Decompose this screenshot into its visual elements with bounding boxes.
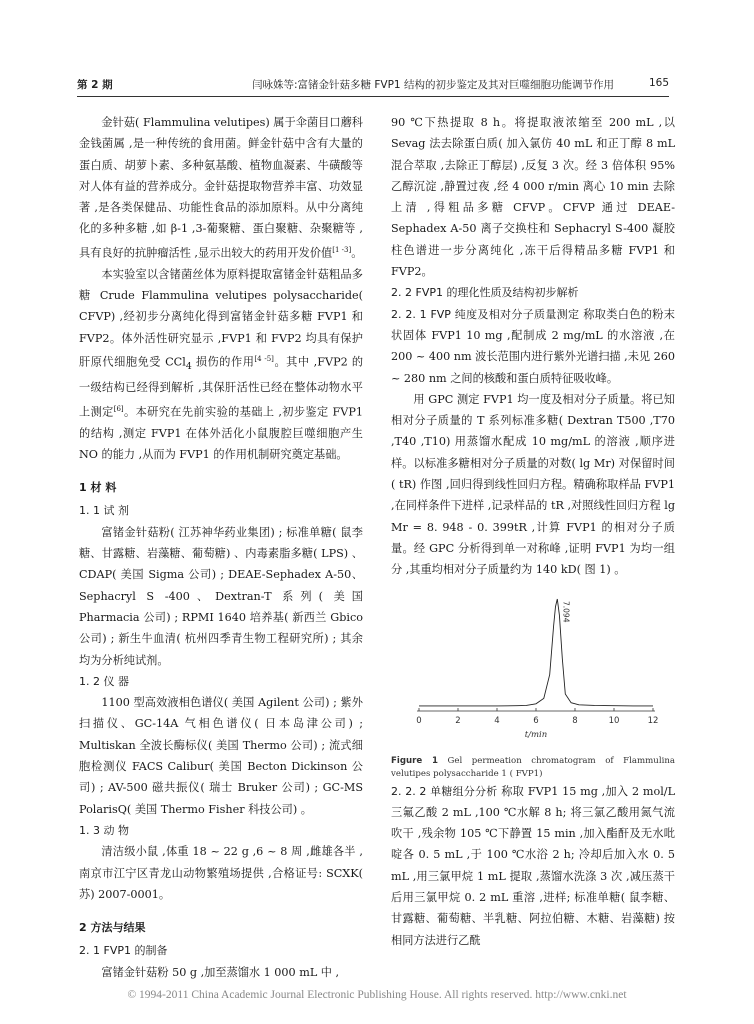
right-column <box>391 112 675 951</box>
x-tick-label-4: 4 <box>494 715 500 726</box>
gpc-chromatogram-chart <box>391 587 675 755</box>
gpc-paragraph: 用 GPC 测定 FVP1 均一度及相对分子质量。将已知相对分子质量的 T 系列标准多糖( Dextran T500 ,T70 ,T40 ,T10) 用蒸馏水配成 10 mg/mL 的溶液 ,顺序进样。以标准多糖相对分子质量的对数( lg Mr) 对保留时间( tR) 作图 ,回归得到线性回归方程。精确称取样品 FVP1 ,在同样条件下进样 ,记录样品的 tR ,对照线性回归方程 lg Mr = 8. 948 - 0. 399tR ,计算 FVP1 的相对分子质量。经 GPC 分析得到单一对称峰 ,证明 FVP1 为均一组分 ,其重均相对分子质量约为 140 kD( 图 1) 。 <box>391 392 675 577</box>
intro-paragraph: 金针菇( Flammulina velutipes) 属于伞菌目口蘑科金钱菌属 ,是一种传统的食用菌。鲜金针菇中含有大量的蛋白质、胡萝卜素、多种氨基酸、植物血凝素、牛磺酸等对人体有益的营养成分。金针菇提取物营养丰富、功效显著 ,是各类保健品、功能性食品的添加原料。从中分离纯化的多种多糖 ,如 β-1 ,3-葡聚糖、蛋白聚糖、杂聚糖等 ,具有良好的抗肿瘤活性 ,显示出较大的药用开发价值[1 -3]。 <box>79 116 363 260</box>
x-tick-label-2: 2 <box>455 715 461 726</box>
page-number: 165 <box>648 77 669 89</box>
x-tick-label-6: 6 <box>533 715 539 726</box>
ref-6: [6] <box>113 404 124 413</box>
figure-caption: Figure 1 Gel permeation chromatogram of Flammulina velutipes polysaccharide 1 ( FVP1) <box>391 755 675 779</box>
ref-4-5: [4 -5] <box>254 355 274 363</box>
running-header <box>77 77 669 95</box>
peak-label: 7.094 <box>561 600 571 623</box>
monosaccharide-heading: 2. 2. 2 单糖组分分析 <box>391 784 498 798</box>
header-rule <box>77 96 669 97</box>
series-line-fvp1 <box>419 599 653 706</box>
section-reagents-heading: 1. 1 试 剂 <box>79 504 129 518</box>
running-title: 闫咏姝等:富锗金针菇多糖 FVP1 结构的初步鉴定及其对巨噬细胞功能调节作用 <box>252 79 614 91</box>
aim-paragraph: 本实验室以含锗菌丝体为原料提取富锗金针菇粗品多糖 Crude Flammulina velutipes polysaccharide( CFVP) ,经初步分离纯化得到富锗金针菇多糖 FVP1 和 FVP2。体外活性研究显示 ,FVP1 和 FVP2 均具有保护肝原代细胞免受 CCl$_4$ 损伤的作用[4 -5]。其中 ,FVP2 的一级结构已经得到解析 ,其保肝活性已经在整体动物水平上测定[6]。本研究在先前实验的基础上 ,初步鉴定 FVP1 的结构 ,测定 FVP1 在体外活化小鼠腹腔巨噬细胞产生 NO 的能力 ,从而为 FVP1 的作用机制研究奠定基础。 <box>79 267 364 461</box>
x-tick-label-8: 8 <box>572 715 578 726</box>
section-properties-heading: 2. 2 FVP1 的理化性质及结构初步解析 <box>391 286 579 300</box>
purity-paragraph: 2. 2. 1 FVP 纯度及相对分子质量测定 称取类白色的粉末状固体 FVP1 10 mg ,配制成 2 mg/mL 的水溶液 ,在 200 ~ 400 nm 波长范围内进行紫外光谱扫描 ,未见 260 ~ 280 nm 之间的核酸和蛋白质特征吸收峰。 <box>391 307 675 385</box>
copyright-footer: © 1994-2011 China Academic Journal Electronic Publishing House. All rights reserved. http://www.cnki.net <box>127 989 627 1001</box>
section-animals-heading: 1. 3 动 物 <box>79 823 129 837</box>
prep-paragraph-continued: 90 ℃下热提取 8 h。将提取液浓缩至 200 mL ,以 Sevag 法去除蛋白质( 加入氯仿 40 mL 和正丁醇 8 mL 混合萃取 ,去除正丁醇层) ,反复 3 次。经 3 倍体积 95% 乙醇沉淀 ,静置过夜 ,经 4 000 r/min 离心 10 min 去除上清 ,得粗品多糖 CFVP。CFVP 通过 DEAE-Sephadex A-50 离子交换柱和 Sephacryl S-400 凝胶柱色谱进一步分离纯化 ,冻干后得精品多糖 FVP1 和 FVP2。 <box>391 116 675 279</box>
instruments-paragraph: 1100 型高效液相色谱仪( 美国 Agilent 公司) ; 紫外扫描仪、GC-14A 气相色谱仪( 日本岛津公司) ; Multiskan 全波长酶标仪( 美国 Thermo 公司) ; 流式细胞检测仪 FACS Calibur( 美国 Becton Dickinson 公司) ; AV-500 磁共振仪( 瑞士 Bruker 公司) ; GC-MS PolarisQ( 美国 Thermo Fisher 科技公司) 。 <box>79 696 363 816</box>
left-column <box>79 112 363 983</box>
purity-heading: 2. 2. 1 FVP 纯度及相对分子质量测定 <box>391 307 580 321</box>
x-axis-label: t/min <box>524 729 548 740</box>
section-prep-heading: 2. 1 FVP1 的制备 <box>79 944 168 958</box>
x-tick-label-12: 12 <box>647 715 659 726</box>
monosaccharide-paragraph: 2. 2. 2 单糖组分分析 称取 FVP1 15 mg ,加入 2 mol/L三氟乙酸 2 mL ,100 ℃水解 8 h; 将三氯乙酸用氮气流吹干 ,残余物 105 ℃下静置 15 min ,加入酯酐及无水吡啶各 0. 5 mL ,于 100 ℃水浴 2 h; 冷却后加入水 0. 5 mL ,用三氯甲烷 1 mL 提取 ,蒸馏水洗涤 3 次 ,减压蒸干后用三氯甲烷 0. 2 mL 重溶 ,进样; 标准单糖( 鼠李糖、甘露糖、葡萄糖、半乳糖、阿拉伯糖、木糖、岩藻糖) 按相同方法进行乙酰 <box>391 784 676 947</box>
ref-1-3: [1 -3] <box>332 245 352 254</box>
animals-paragraph: 清洁级小鼠 ,体重 18 ~ 22 g ,6 ~ 8 周 ,雌雄各半 ,南京市江宁区青龙山动物繁殖场提供 ,合格证号: SCXK( 苏) 2007-0001。 <box>79 845 363 901</box>
section-instruments-heading: 1. 2 仪 器 <box>79 674 129 688</box>
section-materials-heading: 1 材 料 <box>79 481 117 495</box>
section-methods-heading: 2 方法与结果 <box>79 921 146 935</box>
x-tick-label-0: 0 <box>416 715 422 726</box>
x-tick-label-10: 10 <box>608 715 620 726</box>
gpc-chromatogram-figure <box>391 587 675 755</box>
issue-number: 第 2 期 <box>77 79 113 91</box>
prep-paragraph-start: 富锗金针菇粉 50 g ,加至蒸馏水 1 000 mL 中 , <box>101 965 340 979</box>
reagents-paragraph: 富锗金针菇粉( 江苏神华药业集团) ; 标准单糖( 鼠李糖、甘露糖、岩藻糖、葡萄糖) 、内毒素脂多糖( LPS) 、CDAP( 美国 Sigma 公司) ; DEAE-Sephadex A-50、Sephacryl S -400、Dextran-T 系列( 美国 Pharmacia 公司) ; RPMI 1640 培养基( 新西兰 Gbico 公司) ; 新生牛血清( 杭州四季青生物工程研究所) ; 其余均为分析纯试剂。 <box>79 525 363 667</box>
